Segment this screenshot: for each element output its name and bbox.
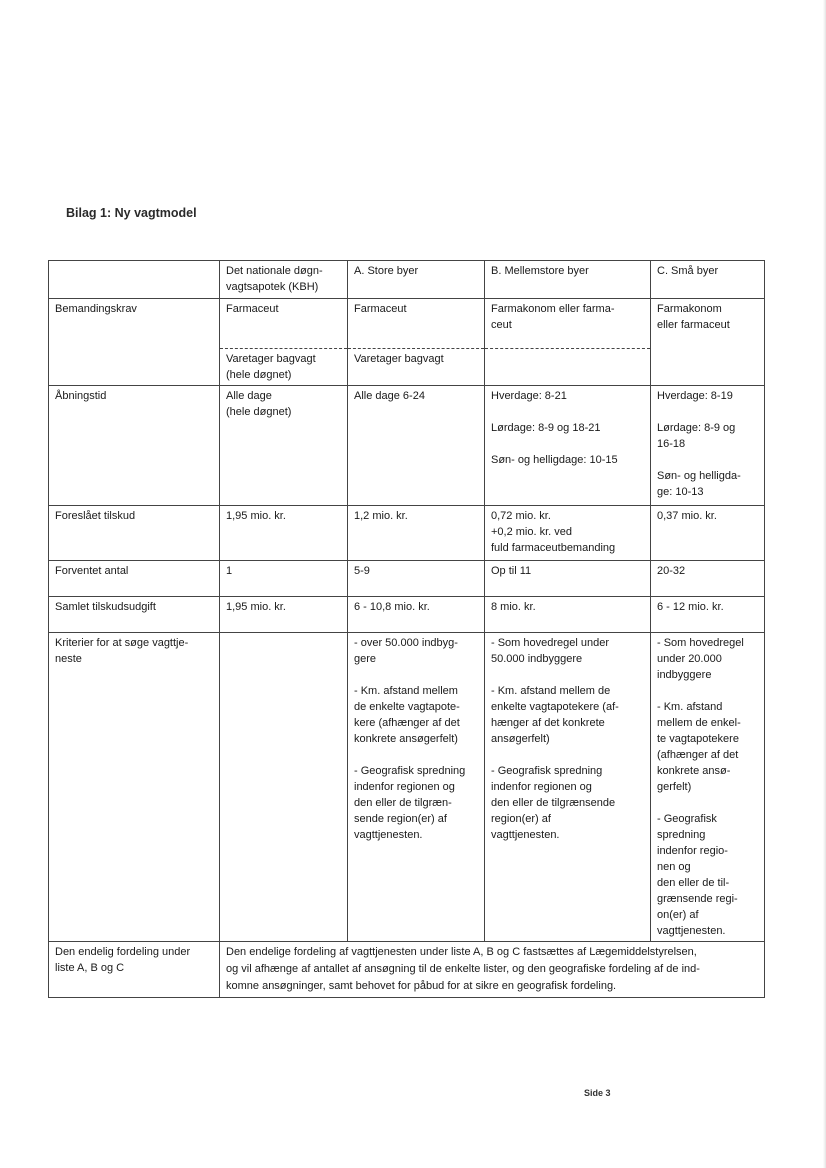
cell-bagvagt-b	[485, 349, 651, 386]
cell-fordeling-text: Den endelige fordeling af vagttjenesten under liste A, B og C fastsættes af Lægemiddelstyrelsen, og vil afhænge af antallet af ansøgning til de enkelte lister, og den geografiske fordeling af de ind- komne ansøgninger, samt behovet for påbud for at sikre en geografisk fordeling.	[220, 942, 765, 998]
row-label-kriterier: Kriterier for at søge vagttje- neste	[49, 633, 220, 942]
table-row-tilskud	[49, 506, 765, 561]
row-label-udgift: Samlet tilskudsudgift	[49, 597, 220, 633]
cell-bemanding-c: Farmakonom eller farmaceut	[651, 299, 765, 386]
cell-tilskud-b: 0,72 mio. kr. +0,2 mio. kr. ved fuld farmaceutbemanding	[485, 506, 651, 561]
cell-bemanding-a: Farmaceut	[348, 299, 485, 349]
page-number: Side 3	[584, 1088, 611, 1098]
cell-kriterier-kbh	[220, 633, 348, 942]
cell-udgift-a: 6 - 10,8 mio. kr.	[348, 597, 485, 633]
page-title: Bilag 1: Ny vagtmodel	[66, 206, 197, 220]
cell-tilskud-a: 1,2 mio. kr.	[348, 506, 485, 561]
row-label-fordeling: Den endelig fordeling under liste A, B og C	[49, 942, 220, 998]
cell-aabning-b: Hverdage: 8-21 Lørdage: 8-9 og 18-21 Søn- og helligdage: 10-15	[485, 386, 651, 506]
table-row-antal	[49, 561, 765, 597]
vagtmodel-table	[48, 260, 765, 998]
cell-kriterier-c: - Som hovedregel under 20.000 indbyggere - Km. afstand mellem de enkel- te vagtapotekere (afhænger af det konkrete ansø- gerfelt) - Geografisk spredning indenfor regio- nen og den eller de til- grænsende regi- on(er) af vagttjenesten.	[651, 633, 765, 942]
row-label-antal: Forventet antal	[49, 561, 220, 597]
cell-bemanding-b: Farmakonom eller farma- ceut	[485, 299, 651, 349]
cell-antal-b: Op til 11	[485, 561, 651, 597]
cell-bagvagt-kbh: Varetager bagvagt (hele døgnet)	[220, 349, 348, 386]
cell-bemanding-kbh: Farmaceut	[220, 299, 348, 349]
row-label-tilskud: Foreslået tilskud	[49, 506, 220, 561]
cell-kriterier-a: - over 50.000 indbyg- gere - Km. afstand mellem de enkelte vagtapote- kere (afhænger af det konkrete ansøgerfelt) - Geografisk spredning indenfor regionen og den eller de tilgræn- sende region(er) af vagttjenesten.	[348, 633, 485, 942]
cell-aabning-kbh: Alle dage (hele døgnet)	[220, 386, 348, 506]
row-label-bemanding: Bemandingskrav	[49, 299, 220, 386]
cell-antal-kbh: 1	[220, 561, 348, 597]
cell-udgift-kbh: 1,95 mio. kr.	[220, 597, 348, 633]
table-row-fordeling	[49, 942, 765, 998]
cell-tilskud-c: 0,37 mio. kr.	[651, 506, 765, 561]
table-row-bemanding	[49, 299, 765, 349]
table-row-udgift	[49, 597, 765, 633]
cell-antal-c: 20-32	[651, 561, 765, 597]
cell-tilskud-kbh: 1,95 mio. kr.	[220, 506, 348, 561]
header-cell-smaa-byer: C. Små byer	[651, 261, 765, 299]
cell-kriterier-b: - Som hovedregel under 50.000 indbyggere - Km. afstand mellem de enkelte vagtapotekere (af- hænger af det konkrete ansøgerfelt) - Geografisk spredning indenfor regionen og den eller de tilgrænsende region(er) af vagttjenesten.	[485, 633, 651, 942]
cell-udgift-b: 8 mio. kr.	[485, 597, 651, 633]
row-label-aabningstid: Åbningstid	[49, 386, 220, 506]
header-cell-mellemstore-byer: B. Mellemstore byer	[485, 261, 651, 299]
header-cell-empty	[49, 261, 220, 299]
header-row	[49, 261, 765, 299]
cell-aabning-a: Alle dage 6-24	[348, 386, 485, 506]
table-row-kriterier	[49, 633, 765, 942]
header-cell-kbh: Det nationale døgn- vagtsapotek (KBH)	[220, 261, 348, 299]
cell-bagvagt-a: Varetager bagvagt	[348, 349, 485, 386]
header-cell-store-byer: A. Store byer	[348, 261, 485, 299]
cell-aabning-c: Hverdage: 8-19 Lørdage: 8-9 og 16-18 Søn- og helligda- ge: 10-13	[651, 386, 765, 506]
cell-antal-a: 5-9	[348, 561, 485, 597]
cell-udgift-c: 6 - 12 mio. kr.	[651, 597, 765, 633]
table-row-aabningstid	[49, 386, 765, 506]
